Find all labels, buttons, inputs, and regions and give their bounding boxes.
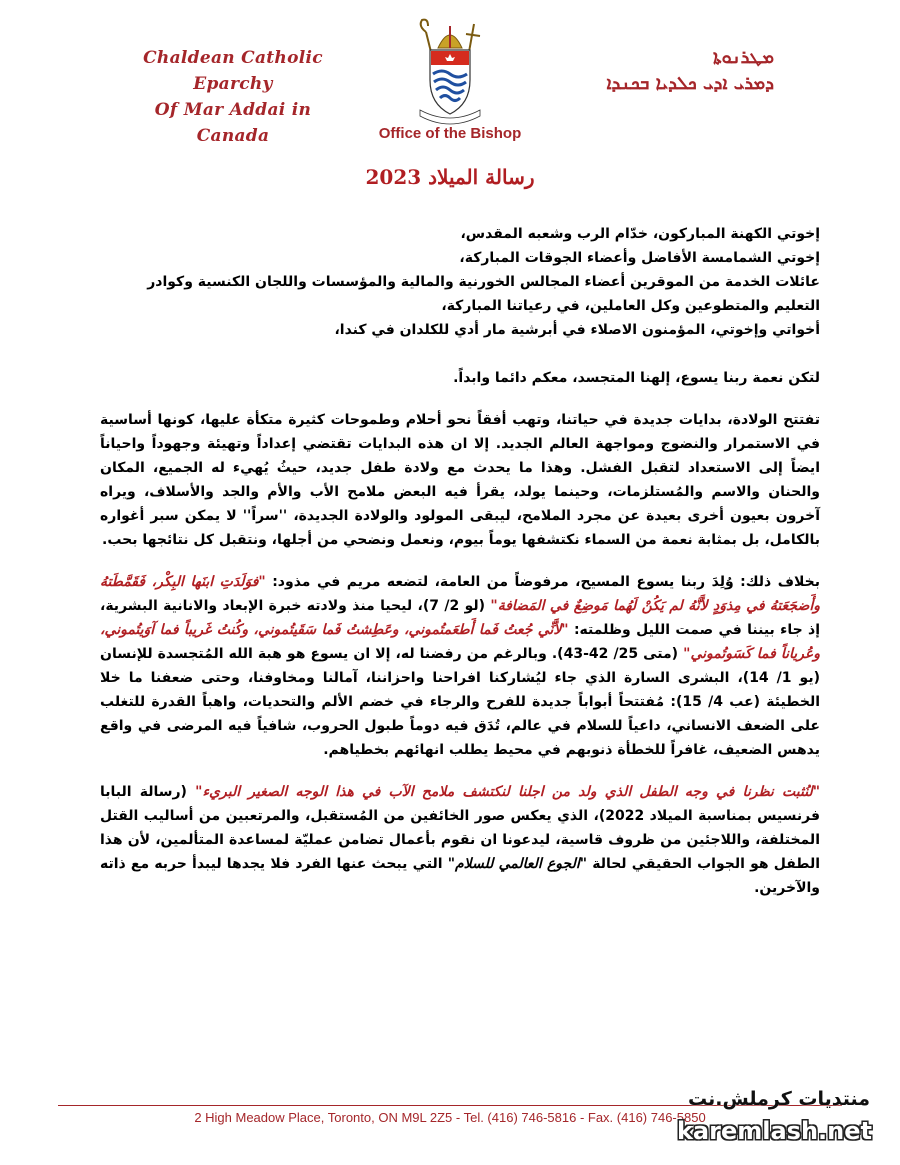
- paragraph-pope-message: [100, 780, 820, 900]
- scripture-quote-luke: "فوَلَدَتِ ابنَها البِكْر، فَقَمَّطَتهُ وأَضجَعَتهُ في مِذوَدٍ لأَنَّهُ لم يَكُنْ لَهُما مَوضِعٌ في المَضافة": [100, 574, 820, 614]
- paragraph-jesus-birth: [100, 570, 820, 762]
- eparchy-crest-logo: [408, 18, 492, 126]
- greeting-block: [100, 222, 820, 342]
- paragraph-text: التي يبحث عنها الفرد فلا يجدها ليبدأ حربه مع ذاته والآخرين.: [100, 856, 820, 896]
- paragraph-text: بخلاف ذلك: وُلِدَ ربنا يسوع المسيح، مرفوضاً من العامة، لتضعه مريم في مذود:: [265, 574, 820, 590]
- greeting-line: عائلات الخدمة من الموقرين أعضاء المجالس الخورنية والمالية والمؤسسات واللجان الكنسية وكوادر التعليم والمتطوعين وكل العاملين، في رعياتنا المباركة،: [147, 274, 820, 314]
- watermark-latin: karemlash.net: [676, 1117, 872, 1145]
- pope-quote: "لنُثبت نظرنا في وجه الطفل الذي ولد من اجلنا لنكتشف ملامح الآب في هذا الوجه الصغير البريء": [195, 784, 820, 800]
- blessing-line: لتكن نعمة ربنا يسوع، إلهنا المتجسد، معكم دائما وابداً.: [453, 370, 820, 386]
- office-of-bishop-heading: Office of the Bishop: [378, 125, 522, 142]
- paragraph-text: (رسالة البابا فرنسيس بمناسبة الميلاد 2022)، الذي يعكس صور الخائفين من المُستقبل، والمرتعبين من أساليب القتل المختلفة، واللاجئين من ظروف قاسية، ليدعونا ان نقوم بأعمال تضامن عمليّة لمساعدة المتألمين، لأن هذا الطفل هو الجواب الحقيقي لحالة: [100, 784, 820, 872]
- greeting-line: أخواتي وإخوتي، المؤمنون الاصلاء في أبرشية مار أدي للكلدان في كندا،: [334, 322, 820, 338]
- eparchy-name-line1: Chaldean Catholic Eparchy: [143, 48, 323, 94]
- hunger-for-peace-quote: "الجوع العالمي للسلام": [447, 856, 588, 872]
- eparchy-syriac-line1: ܡܛܪܢܘܬܐ: [713, 47, 774, 68]
- paragraph-text: (لو 2/ 7)، ليحيا منذ ولادته خبرة الإبعاد والانانية البشرية، إذ جاء بيننا في صمت الليل وظلمته:: [100, 598, 820, 638]
- paragraph-text: (متى 25/ 42-43). وبالرغم من رفضنا له، إلا ان يسوع هو هبة الله المُتجسدة للإنسان (يو 1/ 14)، البشرى السارة الذي جاء ليُشاركنا افراحنا واحزاننا، آمالنا ومخاوفنا، وحتى ضعفنا ما خلا الخطيئة (عب 4/ 15): مُفتتحاً أبواباً جديدة للفرح والرجاء في خضم الألم والتحديات، واهباً القدرة للتغلب على الضعف الانساني، داعياً للسلام في عالم، تُدَق فيه دوماً طبول الحروب، شافياً فيه المرضى في واقع يدهس الضعيف، غافراً للخطأة ذنوبهم في محيط يطلب انهائهم بخطياهم.: [100, 646, 820, 758]
- paragraph-birth: تفتتح الولادة، بدايات جديدة في حياتنا، وتهب أفقاً نحو أحلام وطموحات كثيرة متكأة عليها، كونها أساسية في الاستمرار والنضوج ومواجهة العالم الجديد. إلا ان هذه البدايات تقتضي إعداداً وتهيئة وجهوداً واحياناً ايضاً إلى الاستعداد لتقبل الفشل. وهذا ما يحدث مع ولادة طفل جديد، حيثُ يُهيء له الجميع، المكان والحنان والاسم والمُستلزمات، وحينما يولد، يقرأ فيه البعض ملامح الأب والأم والجد والأسلاف، ويراه آخرون بعيون أخرى بعيدة عن مجرد الملامح، ليبقى المولود والولادة الجديدة، ''سراً'' لا يمكن سبر أغواره بالكامل، بل بمثابة نعمة من السماء نكتشفها يوماً بيوم، ونعمل ونضحي من أجلها، ونتقبل كل نتائجها بحب.: [100, 412, 820, 548]
- eparchy-name-line2: Of Mar Addai in Canada: [154, 100, 312, 146]
- eparchy-name-syriac: [574, 45, 774, 97]
- letter-title: رسالة الميلاد 2023: [365, 165, 535, 189]
- eparchy-syriac-line2: ܕܡܪܝ ܐܕܝ ܟܠܕܝܐ ܒܟܢܕܐ: [606, 73, 774, 94]
- letter-body: [100, 222, 820, 900]
- greeting-line: إخوتي الشمامسة الأفاضل وأعضاء الجوقات المباركة،: [459, 250, 820, 266]
- scripture-quote-matthew: "لأَنِّي جُعتُ فَما أَطعَمتُموني، وعَطِشتُ فَما سَقَيتُموني، وكُنتُ غَريباً فما آوَيتُموني، وعُرياناً فما كَسَوتُموني": [100, 622, 821, 662]
- watermark-arabic: منتديات كرملش.نت: [688, 1088, 870, 1110]
- footer-address: 2 High Meadow Place, Toronto, ON M9L 2Z5 - Tel. (416) 746-5816 - Fax. (416) 746-5850: [194, 1110, 706, 1125]
- greeting-line: إخوتي الكهنة المباركون، خدّام الرب وشعبه المقدس،: [460, 226, 820, 242]
